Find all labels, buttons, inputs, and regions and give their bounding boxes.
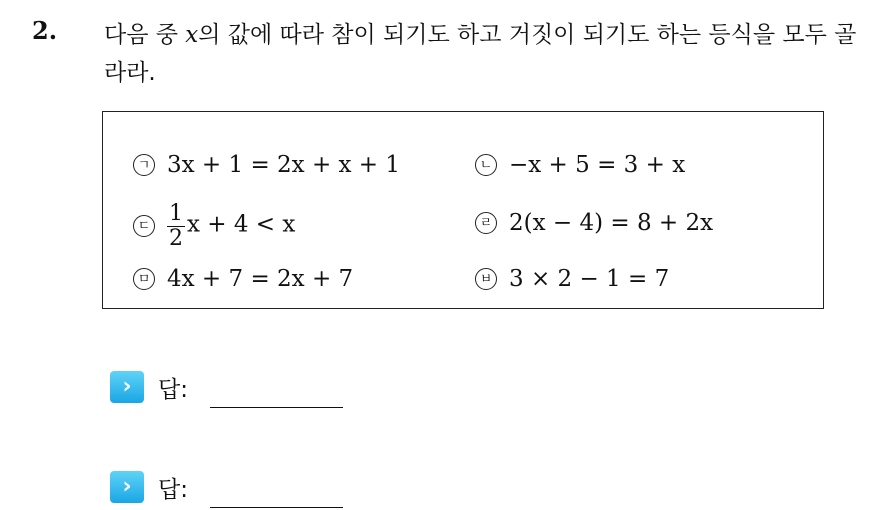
choice-marker: ㄷ [133, 215, 155, 237]
answer-label: 답: [158, 476, 188, 503]
choice-marker: ㄱ [133, 154, 155, 176]
choice-box [102, 111, 824, 309]
question-text-end: 의 값에 따라 참이 되기도 하고 거짓이 되기도 하는 등식을 모두 골라라. [104, 22, 857, 86]
answer-blank[interactable] [210, 506, 343, 508]
fraction-numerator: 1 [169, 201, 183, 227]
chevron-right-icon: › [110, 371, 144, 403]
fraction-denominator: 2 [169, 225, 183, 251]
choice-expression: −x + 5 = 3 + x [509, 152, 686, 178]
choice-item [133, 202, 295, 250]
choice-item [475, 145, 685, 185]
choice-marker: ㄴ [475, 154, 497, 176]
choice-expression: 2(x − 4) = 8 + 2x [509, 210, 714, 236]
choice-expression [167, 202, 295, 249]
choice-marker: ㅁ [133, 268, 155, 290]
choice-expression: 3x + 1 = 2x + x + 1 [167, 152, 401, 178]
choice-item [133, 259, 353, 299]
answer-row-2 [110, 466, 343, 508]
question-text-start: 다음 중 [104, 22, 186, 48]
question-number: 2. [32, 16, 58, 45]
answer-row-1 [110, 366, 343, 408]
choice-item [475, 259, 669, 299]
question-text [104, 16, 864, 92]
answer-label: 답: [158, 376, 188, 403]
question-variable: x [185, 22, 199, 48]
choice-marker: ㅂ [475, 268, 497, 290]
chevron-right-icon: › [110, 471, 144, 503]
answer-blank[interactable] [210, 406, 343, 408]
choice-expression: 4x + 7 = 2x + 7 [167, 266, 354, 292]
choice-expression: 3 × 2 − 1 = 7 [509, 266, 670, 292]
choice-item [475, 203, 713, 243]
choice-expression-rest: x + 4 < x [187, 212, 296, 238]
choice-item [133, 145, 400, 185]
fraction [167, 202, 185, 249]
choice-marker: ㄹ [475, 212, 497, 234]
